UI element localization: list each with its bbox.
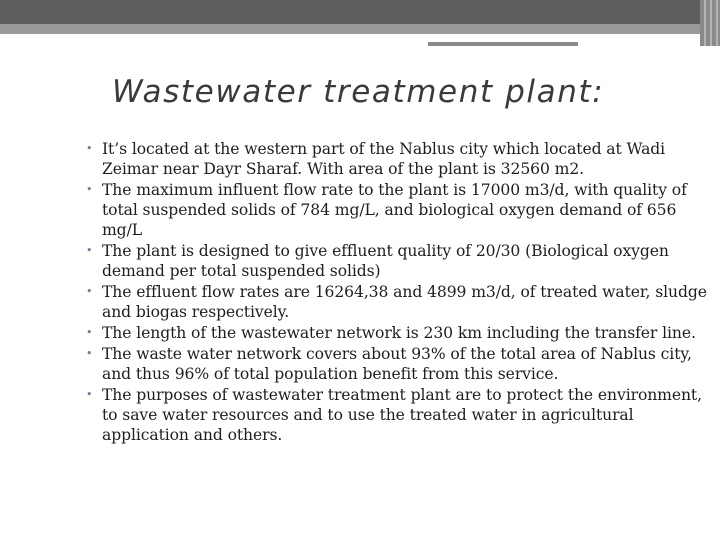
bullet-dot-icon: • bbox=[86, 244, 93, 257]
accent-line bbox=[428, 42, 578, 46]
bullet-item bbox=[0, 139, 720, 179]
bullet-dot-icon: • bbox=[86, 183, 93, 196]
bullet-item bbox=[0, 385, 720, 445]
bullet-item bbox=[0, 344, 720, 384]
bullet-dot-icon: • bbox=[86, 142, 93, 155]
bullet-dot-icon: • bbox=[86, 388, 93, 401]
corner-decoration bbox=[700, 0, 720, 46]
bullet-list bbox=[0, 139, 720, 446]
bullet-dot-icon: • bbox=[86, 347, 93, 360]
bullet-text: The plant is designed to give effluent quality of 20/30 (Biological oxygen demand per total suspended solids) bbox=[102, 242, 669, 280]
bullet-item bbox=[0, 282, 720, 322]
bullet-text: It’s located at the western part of the Nablus city which located at Wadi Zeimar near Dayr Sharaf. With area of the plant is 32560 m2. bbox=[102, 140, 666, 178]
bullet-dot-icon: • bbox=[86, 285, 93, 298]
bullet-text: The length of the wastewater network is 230 km including the transfer line. bbox=[102, 324, 696, 342]
bullet-item bbox=[0, 323, 720, 343]
slide-title: Wastewater treatment plant: bbox=[112, 74, 605, 110]
header-bar bbox=[0, 0, 700, 24]
bullet-item bbox=[0, 180, 720, 240]
bullet-text: The purposes of wastewater treatment plant are to protect the environment, to save water resources and to use the treated water in agricultural application and others. bbox=[102, 386, 702, 444]
bullet-text: The maximum influent flow rate to the plant is 17000 m3/d, with quality of total suspended solids of 784 mg/L, and biological oxygen demand of 656 mg/L bbox=[102, 181, 687, 239]
bullet-text: The waste water network covers about 93% of the total area of Nablus city, and thus 96% of total population benefit from this service. bbox=[102, 345, 692, 383]
bullet-dot-icon: • bbox=[86, 326, 93, 339]
bullet-item bbox=[0, 241, 720, 281]
bullet-text: The effluent flow rates are 16264,38 and 4899 m3/d, of treated water, sludge and biogas respectively. bbox=[102, 283, 707, 321]
header-underline bbox=[0, 24, 700, 34]
